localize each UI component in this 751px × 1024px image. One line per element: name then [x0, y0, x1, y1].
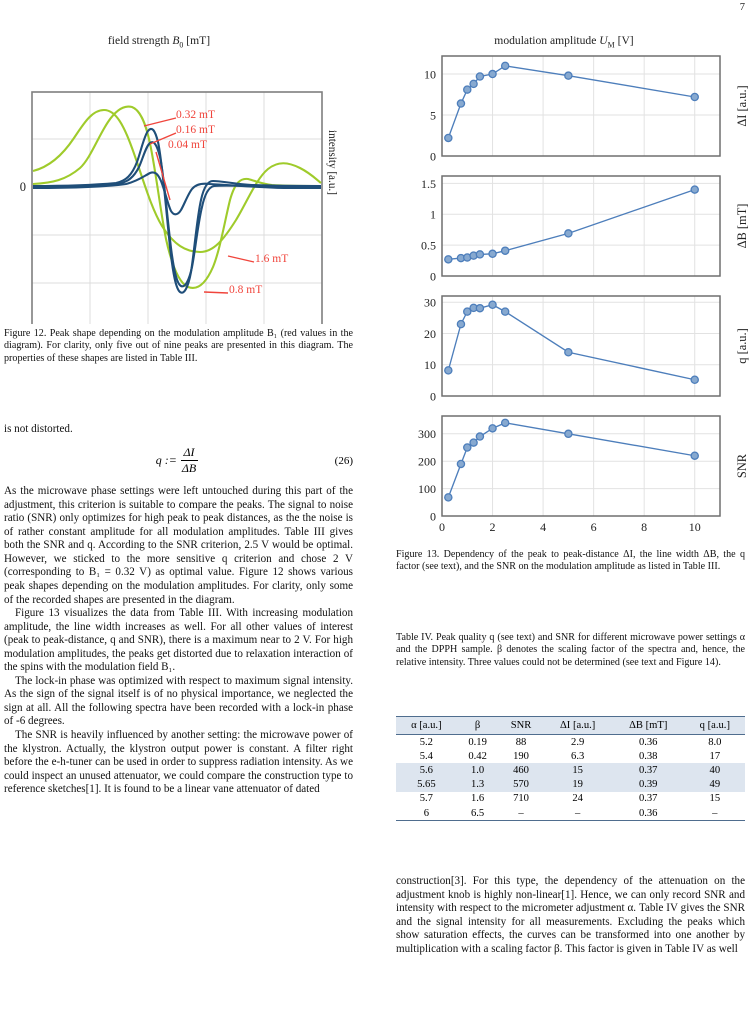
- figure-13-marker-0-2: [464, 86, 471, 93]
- figure-13-ytick-2-3: 30: [424, 295, 436, 310]
- table-4-header-1: β: [457, 717, 499, 735]
- figure-13-marker-0-6: [502, 62, 509, 69]
- paragraph-attenuator: construction[3]. For this type, the dependency of the attenuation on the adjustment knob is highly non-linear[1]. Hence, we can only record SNR and intensity with respect to the micrometer adjustment α. Table IV gives the SNR and the signal intensity for all measurements. Excluding the peaks which show saturation effects, the curves can be transformed into one another by multiplication with a scaling factor β. This factor is given in Table IV as well: [396, 875, 745, 955]
- figure-13-xtick-1: 2: [489, 520, 496, 534]
- figure-13-frame-1: [442, 176, 720, 276]
- table-4-header-5: q [a.u.]: [685, 717, 745, 735]
- table-row: [396, 749, 745, 763]
- figure-13-marker-3-0: [445, 494, 452, 501]
- figure-12-axis-title-unit: [mT]: [186, 34, 211, 47]
- figure-13-ylabel-1: ΔB [mT]: [735, 203, 749, 249]
- table-4-cell-r1-c0: 5.4: [419, 750, 433, 762]
- figure-13: [396, 34, 751, 539]
- table-4-cell-r2-c0: 5.6: [396, 763, 457, 777]
- figure-13-marker-1-6: [502, 247, 509, 254]
- figure-13-axis-title-unit: [V]: [617, 34, 634, 47]
- table-4-cell-r4-c0: 5.7: [419, 793, 433, 805]
- figure-13-marker-3-8: [691, 452, 698, 459]
- figure-13-series-1: [448, 190, 694, 260]
- figure-12-annotation-0-04mT: 0.04 mT: [168, 139, 207, 151]
- equation-26-lhs: q :=: [155, 453, 177, 468]
- table-4-header-0: α [a.u.]: [396, 717, 457, 735]
- figure-13-plot: [396, 34, 751, 539]
- figure-13-xtick-0: 0: [439, 520, 445, 534]
- table-4-cell-r4-c4: 0.37: [638, 793, 658, 805]
- table-row: [396, 735, 745, 750]
- figure-13-ytick-2-2: 20: [424, 326, 436, 341]
- table-4-body: [396, 735, 745, 821]
- equation-26: [4, 446, 353, 477]
- figure-13-marker-2-4: [476, 305, 483, 312]
- figure-12-axis-title-symbol: B: [172, 34, 180, 47]
- table-4-cell-r0-c1: 0.19: [468, 736, 487, 748]
- figure-12-axis-title-text: field strength: [107, 34, 170, 47]
- table-4-header-3: ΔI [a.u.]: [544, 717, 612, 735]
- equation-26-number: (26): [334, 454, 353, 467]
- figure-13-marker-3-2: [464, 444, 471, 451]
- figure-13-ytick-3-0: 0: [430, 509, 436, 524]
- figure-12: [4, 34, 353, 324]
- figure-13-panel-1: [421, 176, 749, 283]
- figure-13-caption: Figure 13. Dependency of the peak to peak-distance ΔI, the line width ΔB, the q factor (see text), and the SNR on the modulation amplitude as listed in Table III.: [396, 549, 745, 573]
- page-number: 7: [739, 2, 745, 13]
- table-4-cell-r2-c2: 460: [499, 763, 544, 777]
- table-4-cell-r5-c1: 6.5: [457, 806, 499, 821]
- table-4-cell-r5-c5: –: [685, 806, 745, 821]
- figure-13-marker-0-4: [476, 73, 483, 80]
- table-4-header-4: ΔB [mT]: [612, 717, 685, 735]
- table-4-cell-r1-c5: 17: [709, 750, 721, 762]
- table-row: [396, 806, 745, 821]
- figure-13-marker-1-5: [489, 250, 496, 257]
- figure-13-marker-1-8: [691, 186, 698, 193]
- figure-13-ytick-1-0: 0: [430, 269, 436, 284]
- figure-13-ytick-0-1: 5: [430, 108, 436, 123]
- figure-13-marker-2-5: [489, 301, 496, 308]
- equation-26-denominator: ΔB: [181, 461, 197, 476]
- figure-12-annotation-0-8mT: 0.8 mT: [229, 284, 263, 296]
- figure-12-plot: [4, 34, 334, 324]
- table-4-cell-r0-c2: 88: [515, 736, 527, 748]
- figure-13-marker-3-6: [502, 419, 509, 426]
- figure-13-marker-0-3: [470, 80, 477, 87]
- figure-13-ytick-3-3: 300: [418, 427, 436, 442]
- figure-13-ylabel-0: ΔI [a.u.]: [735, 85, 749, 127]
- figure-13-xtick-4: 8: [641, 520, 648, 534]
- figure-12-annotation-0-32mT: 0.32 mT: [176, 109, 215, 121]
- table-4-cell-r5-c2: –: [499, 806, 544, 821]
- figure-13-marker-1-7: [565, 230, 572, 237]
- figure-13-axis-title-text: modulation amplitude: [494, 34, 597, 47]
- table-row: [396, 778, 745, 792]
- equation-26-fraction: [179, 446, 199, 477]
- table-row: [396, 763, 745, 777]
- figure-12-curve-0-04mT: [33, 172, 321, 214]
- table-4-cell-r0-c0: 5.2: [419, 736, 433, 748]
- figure-13-ytick-2-0: 0: [430, 389, 436, 404]
- paragraph-not-distorted: is not distorted.: [4, 423, 73, 435]
- figure-13-ytick-1-2: 1: [430, 207, 436, 222]
- table-4-cell-r3-c1: 1.3: [457, 778, 499, 792]
- paragraph-figure-13: Figure 13 visualizes the data from Table III. With increasing modulation amplitude, the line width increases as well. For all other values of interest (peak to peak-distance, q and SNR), there is a maximum near to 2 V. For high modulation amplitudes, the peaks get distorted due to relaxation interaction of the spins with the modulation field B₁.: [4, 607, 353, 674]
- table-4-cell-r5-c0: 6: [396, 806, 457, 821]
- table-4-cell-r2-c4: 0.37: [612, 763, 685, 777]
- table-4-cell-r2-c1: 1.0: [457, 763, 499, 777]
- table-4-cell-r3-c3: 19: [544, 778, 612, 792]
- figure-12-axis-title-subscript: 0: [179, 40, 184, 50]
- figure-13-marker-0-0: [445, 134, 452, 141]
- figure-13-ytick-1-3: 1.5: [421, 176, 436, 191]
- figure-13-xtick-2: 4: [540, 520, 547, 534]
- table-4-cell-r1-c3: 6.3: [571, 750, 585, 762]
- table-4-cell-r4-c1: 1.6: [470, 793, 485, 805]
- table-4-header-row: [396, 717, 745, 735]
- figure-13-marker-3-3: [470, 439, 477, 446]
- table-4-cell-r1-c2: 190: [513, 750, 529, 762]
- figure-13-marker-3-5: [489, 425, 496, 432]
- figure-13-marker-0-1: [457, 100, 464, 107]
- table-4: [396, 716, 745, 821]
- paragraph-snr-criterion: As the microwave phase settings were left untouched during this part of the adjustment, this criterion is suitable to compare the peaks. The signal to noise ratio (SNR) only optimizes for high peak to peak distances, as the the noise is of rather constant amplitude for all modulation amplitudes. Table III gives both the SNR and q. According to the SNR criterion, 2.5 V would be optimal. However, we sticked to the more sensitive q criterion and chose 2 V (corresponding to B₁ = 0.32 V) as optimal value. Figure 12 shows various peak shapes depending on the modulation amplitudes. For clarity, only some of the recorded shapes are presented in the diagram.: [4, 485, 353, 606]
- figure-13-frame-0: [442, 56, 720, 156]
- table-4-cell-r1-c1: 0.42: [468, 750, 487, 762]
- figure-12-caption: Figure 12. Peak shape depending on the modulation amplitude B₁ (red values in the diagram). For clarity, only five out of nine peaks are presented in this diagram. The properties of these shapes are listed in Table III.: [4, 328, 353, 364]
- table-4-cell-r3-c4: 0.39: [612, 778, 685, 792]
- table-4-cell-r1-c4: 0.38: [638, 750, 658, 762]
- figure-13-ytick-0-0: 0: [430, 149, 436, 164]
- paragraph-lockin-phase: The lock-in phase was optimized with respect to maximum signal intensity. As the sign of the signal itself is of no physical importance, we neglected the sign at all. All the following spectra have been recorded with a lock-in phase of -6 degrees.: [4, 674, 353, 728]
- figure-13-marker-2-0: [445, 367, 452, 374]
- figure-13-marker-0-8: [691, 93, 698, 100]
- figure-13-marker-0-5: [489, 70, 496, 77]
- figure-13-xtick-3: 6: [590, 520, 597, 534]
- figure-13-axis-title-symbol: U: [599, 34, 608, 47]
- table-4-cell-r4-c3: 24: [572, 793, 583, 805]
- table-4-cell-r2-c5: 40: [685, 763, 745, 777]
- figure-13-panel-2: [424, 296, 749, 404]
- figure-13-ytick-3-1: 100: [418, 482, 436, 497]
- table-4-caption: Table IV. Peak quality q (see text) and SNR for different microwave power settings α and the DPPH sample. β denotes the scaling factor of the spectra and, hence, the relative intensity. Three values could not be determined (see text and Figure 14).: [396, 632, 745, 668]
- figure-13-frame-2: [442, 296, 720, 396]
- table-4-cell-r4-c2: 710: [513, 793, 529, 805]
- figure-13-marker-1-0: [445, 256, 452, 263]
- figure-13-marker-3-1: [457, 460, 464, 467]
- figure-13-marker-1-4: [476, 251, 483, 258]
- table-4-cell-r5-c3: –: [544, 806, 612, 821]
- figure-13-axis-title-subscript: M: [607, 40, 615, 50]
- figure-13-marker-2-6: [502, 308, 509, 315]
- figure-13-ylabel-2: q [a.u.]: [735, 328, 749, 364]
- table-4-cell-r0-c4: 0.36: [638, 736, 658, 748]
- figure-13-marker-3-7: [565, 430, 572, 437]
- table-4-cell-r3-c2: 570: [499, 778, 544, 792]
- figure-13-marker-2-8: [691, 376, 698, 383]
- figure-12-zero-tick: 0: [19, 180, 26, 194]
- figure-13-panel-0: [424, 56, 749, 163]
- paragraph-klystron: The SNR is heavily influenced by another setting: the microwave power of the klystron. Actually, the klystron output power is constant. A filter right before the e-h-tuner can be used in order to suppress radiation intensity. As we could inspect an unused attenuator, we could compare the construction type to reference sketches[1]. It is found to be a linear vane attenuator of dated: [4, 728, 353, 796]
- figure-12-ylabel: intensity [a.u.]: [326, 130, 338, 195]
- figure-13-marker-3-4: [476, 433, 483, 440]
- figure-13-marker-2-1: [457, 321, 464, 328]
- table-4-cell-r0-c3: 2.9: [571, 736, 585, 748]
- figure-13-marker-2-7: [565, 349, 572, 356]
- equation-26-numerator: ΔI: [183, 444, 195, 459]
- figure-12-annotation-0-16mT: 0.16 mT: [176, 124, 215, 136]
- figure-13-series-2: [448, 305, 694, 380]
- figure-13-panel-3: [418, 416, 749, 523]
- table-4-cell-r0-c5: 8.0: [708, 736, 722, 748]
- table-4-cell-r3-c5: 49: [685, 778, 745, 792]
- figure-13-xtick-5: 10: [688, 520, 701, 534]
- figure-13-ytick-0-2: 10: [424, 67, 436, 82]
- table-4-header-2: SNR: [499, 717, 544, 735]
- table-4-cell-r4-c5: 15: [709, 793, 721, 805]
- table-row: [396, 792, 745, 806]
- figure-13-ytick-3-2: 200: [418, 454, 436, 469]
- figure-12-curve-0-32mT: [33, 129, 321, 293]
- table-4-cell-r2-c3: 15: [544, 763, 612, 777]
- figure-13-frame-3: [442, 416, 720, 516]
- figure-13-ytick-2-1: 10: [424, 358, 436, 373]
- table-4-cell-r3-c0: 5.65: [396, 778, 457, 792]
- figure-12-annotation-1-6mT: 1.6 mT: [255, 253, 289, 265]
- figure-13-ytick-1-1: 0.5: [421, 238, 436, 253]
- table-4-cell-r5-c4: 0.36: [612, 806, 685, 821]
- figure-13-marker-0-7: [565, 72, 572, 79]
- figure-13-ylabel-3: SNR: [735, 453, 749, 479]
